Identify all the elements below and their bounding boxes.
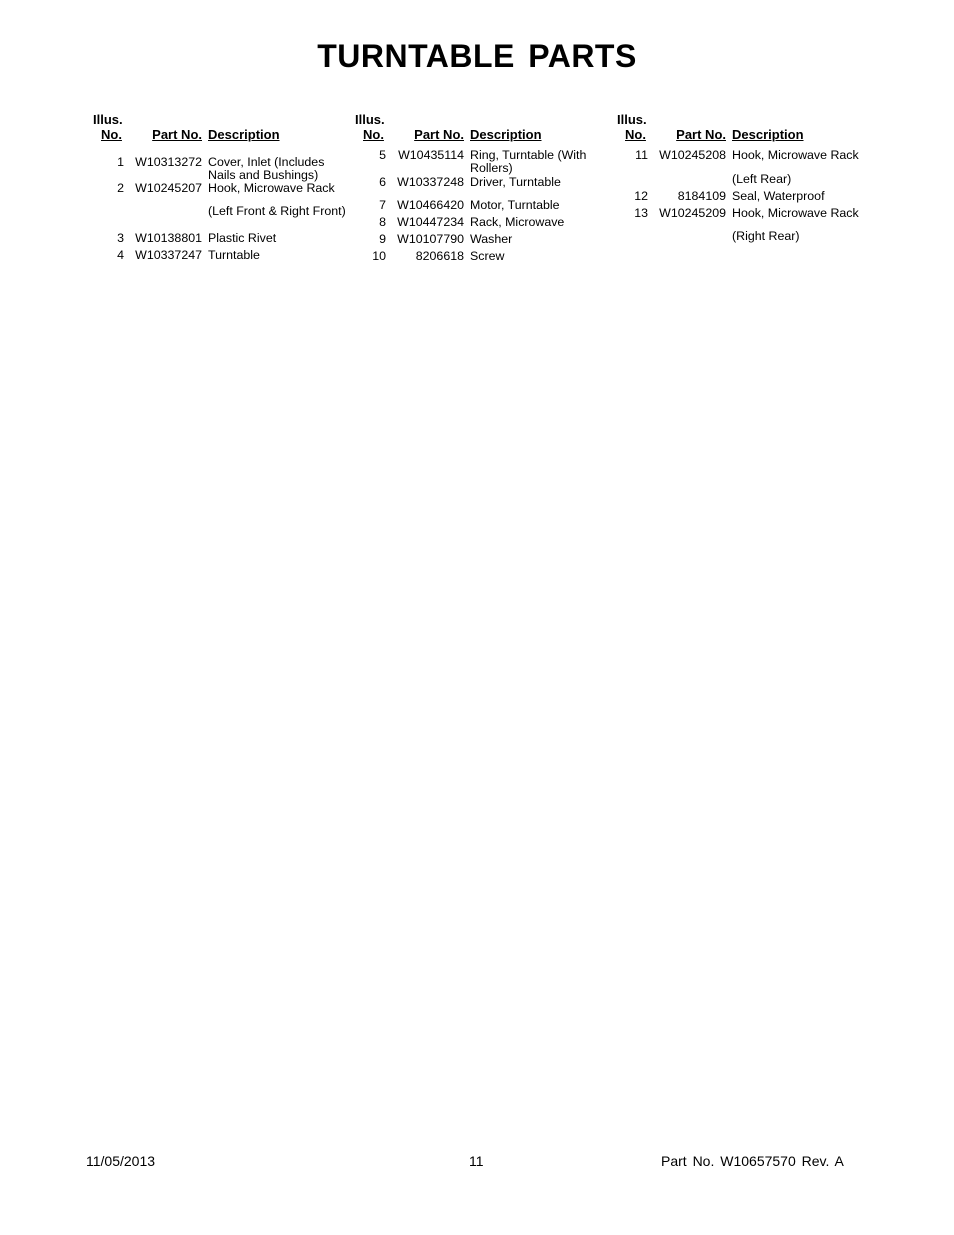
part-description-note: (Left Front & Right Front)	[208, 204, 346, 218]
part-description: Washer	[470, 232, 513, 246]
part-description: Rack, Microwave	[470, 215, 565, 229]
part-number: W10138801	[135, 231, 202, 245]
header-illus: Illus.	[617, 112, 647, 127]
header-illus-no: No.	[625, 127, 646, 142]
column-header	[350, 112, 612, 146]
part-description: Motor, Turntable	[470, 198, 560, 212]
header-part-no: Part No.	[676, 127, 726, 142]
column-header	[88, 112, 350, 146]
part-description: Seal, Waterproof	[732, 189, 825, 203]
part-number: 8184109	[677, 189, 726, 203]
illus-number: 4	[117, 248, 124, 262]
illus-number: 8	[379, 215, 386, 229]
part-number: W10337247	[135, 248, 202, 262]
header-illus: Illus.	[93, 112, 123, 127]
footer-date: 11/05/2013	[86, 1153, 156, 1169]
part-number: W10245207	[135, 181, 202, 195]
part-number: W10435114	[398, 148, 464, 162]
part-description-note: (Left Rear)	[732, 172, 792, 186]
header-illus-no: No.	[101, 127, 122, 142]
parts-column-3	[612, 112, 874, 243]
illus-number: 12	[634, 189, 648, 203]
part-number: W10245209	[659, 206, 726, 220]
part-description: Ring, Turntable (With Rollers)	[470, 148, 587, 175]
illus-number: 7	[379, 198, 386, 212]
part-number: 8206618	[415, 249, 464, 263]
illus-number: 2	[117, 181, 124, 195]
part-number: W10245208	[659, 148, 726, 162]
part-description: Cover, Inlet (Includes Nails and Bushings)	[208, 155, 325, 182]
header-illus: Illus.	[355, 112, 385, 127]
illus-number: 1	[117, 155, 124, 169]
part-description-note: (Right Rear)	[732, 229, 800, 243]
illus-number: 5	[379, 148, 386, 162]
header-description: Description	[732, 127, 804, 142]
illus-number: 3	[117, 231, 124, 245]
illus-number: 10	[372, 249, 386, 263]
part-description: Turntable	[208, 248, 260, 262]
part-number: W10337248	[397, 175, 464, 189]
illus-number: 11	[635, 148, 648, 162]
page-title: TURNTABLE PARTS	[317, 38, 637, 74]
part-number: W10313272	[135, 155, 202, 169]
part-description: Plastic Rivet	[208, 231, 277, 245]
parts-column-1	[88, 112, 350, 262]
part-number: W10107790	[397, 232, 464, 246]
column-header	[612, 112, 874, 146]
header-illus-no: No.	[363, 127, 384, 142]
parts-column-2	[350, 112, 612, 263]
part-description: Driver, Turntable	[470, 175, 561, 189]
footer-part-number: Part No. W10657570 Rev. A	[661, 1153, 844, 1169]
illus-number: 13	[634, 206, 648, 220]
header-part-no: Part No.	[414, 127, 464, 142]
illus-number: 9	[379, 232, 386, 246]
part-description: Hook, Microwave Rack	[208, 181, 335, 195]
part-description: Screw	[470, 249, 505, 263]
part-description: Hook, Microwave Rack	[732, 148, 859, 162]
part-number: W10466420	[397, 198, 464, 212]
header-part-no: Part No.	[152, 127, 202, 142]
header-description: Description	[208, 127, 280, 142]
page-number: 11	[469, 1153, 484, 1169]
header-description: Description	[470, 127, 542, 142]
illus-number: 6	[379, 175, 386, 189]
part-description: Hook, Microwave Rack	[732, 206, 859, 220]
part-number: W10447234	[397, 215, 464, 229]
